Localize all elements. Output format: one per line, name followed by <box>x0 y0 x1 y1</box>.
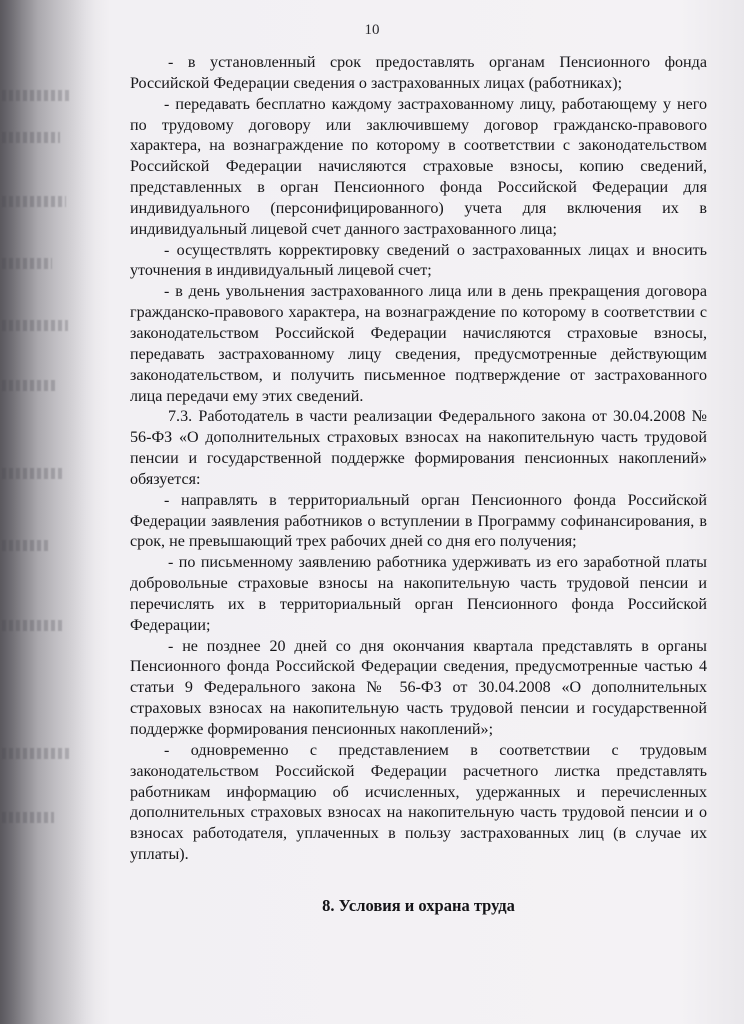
bleed-through-mark <box>2 380 57 391</box>
bleed-through-mark <box>2 90 72 101</box>
section-heading: 8. Условия и охрана труда <box>322 896 515 915</box>
page-number: 10 <box>364 22 380 38</box>
bleed-through-mark <box>2 132 60 143</box>
bleed-through-mark <box>2 258 52 269</box>
paragraph-record-corrections: - осуществлять корректировку сведений о застрахованных лицах и вносить уточнения в индивидуальный лицевой счет; <box>130 241 707 280</box>
bleed-through-mark <box>2 812 54 823</box>
paragraph-pension-fund-reporting: - в установленный срок предоставлять органам Пенсионного фонда Российской Федерации сведения о застрахованных лицах (работниках); <box>130 54 707 92</box>
paragraph-quarterly-reporting: - не позднее 20 дней со дня окончания квартала представлять в органы Пенсионного фонда Российской Федерации сведения, предусмотренные частью 4 статьи 9 Федерального закона № 56-ФЗ от 30.04.2008 «О дополнительных страховых взносах на накопительную часть трудовой пенсии и государственной поддержке формирования пенсионных накоплений»; <box>130 637 707 738</box>
bleed-through-mark <box>2 540 50 551</box>
bleed-through-mark <box>2 748 70 759</box>
binding-shadow <box>0 0 95 1024</box>
bleed-through-mark <box>2 196 66 207</box>
document-body <box>130 53 707 866</box>
bleed-through-mark <box>2 620 64 631</box>
paragraph-copy-of-records: - передавать бесплатно каждому застрахованному лицу, работающему у него по трудовому договору или заключившему договор гражданско-правового характера, на вознаграждение по которому в соответствии с законодательством Российской Федерации начисляются страховые взносы, копию сведений, представленных в орган Пенсионного фонда Российской Федерации для индивидуального (персонифицированного) учета для включения их в индивидуальный лицевой счет данного застрахованного лица; <box>130 95 707 238</box>
bleed-through-mark <box>2 320 68 331</box>
clause-7-3: 7.3. Работодатель в части реализации Федерального закона от 30.04.2008 № 56-ФЗ «О дополнительных страховых взносах на накопительную часть трудовой пенсии и государственной поддержке формирования пенсионных накоплений» обязуется: <box>130 408 707 488</box>
paragraph-payslip-information: - одновременно с представлением в соответствии с трудовым законодательством Российской Федерации расчетного листка представлять работникам информацию об исчисленных, удержанных и перечисленных дополнительных страховых взносах на накопительную часть трудовой пенсии и о взносах работодателя, уплаченных в пользу застрахованных лиц (в случае их уплаты). <box>130 741 707 864</box>
paragraph-voluntary-contributions: - по письменному заявлению работника удерживать из его заработной платы добровольные страховые взносы на накопительную часть трудовой пенсии и перечислять их в территориальный орган Пенсионного фонда Российской Федерации; <box>130 554 707 634</box>
paragraph-dismissal-records: - в день увольнения застрахованного лица или в день прекращения договора гражданско-правового характера, на вознаграждение по которому в соответствии с законодательством Российской Федерации начисляются страховые взносы, передавать застрахованному лицу сведения, предусмотренные действующим законодательством, и получить письменное подтверждение от застрахованного лица передачи ему этих сведений. <box>130 283 707 405</box>
bleed-through-mark <box>2 468 62 479</box>
paragraph-cofinancing-applications: - направлять в территориальный орган Пенсионного фонда Российской Федерации заявления работников о вступлении в Программу софинансирования, в срок, не превышающий трех рабочих дней со дня его получения; <box>130 491 707 551</box>
